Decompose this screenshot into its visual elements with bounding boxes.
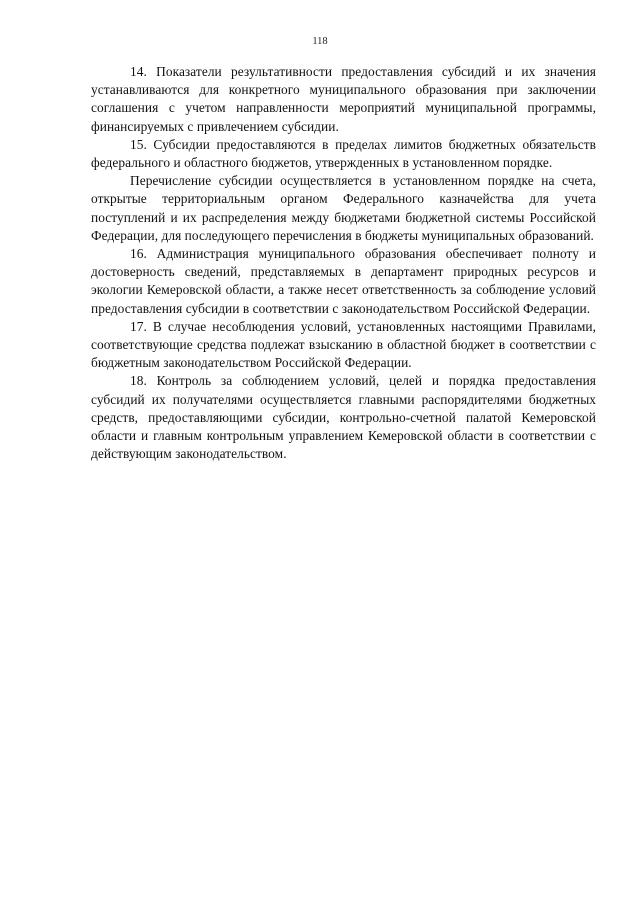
paragraph-17: 17. В случае несоблюдения условий, установленных настоящими Правилами, соответствующие средства подлежат взысканию в областной бюджет в соответствии с бюджетным законодательством Российской Федерации. [91, 318, 596, 371]
paragraph-16: 16. Администрация муниципального образования обеспечивает полноту и достоверность сведений, представляемых в департамент природных ресурсов и экологии Кемеровской области, а также несет ответственность за соблюдение условий предоставления субсидии в соответствии с законодательством Российской Федерации. [91, 246, 596, 316]
paragraph-transfer: Перечисление субсидии осуществляется в установленном порядке на счета, открытые территориальным органом Федерального казначейства для учета поступлений и их распределения между бюджетами бюджетной системы Российской Федерации, для последующего перечисления в бюджеты муниципальных образований. [91, 173, 596, 243]
document-body [91, 63, 596, 463]
paragraph-14: 14. Показатели результативности предоставления субсидий и их значения устанавливаются для конкретного муниципального образования при заключении соглашения с учетом направленности мероприятий муниципальной программы, финансируемых с привлечением субсидии. [91, 64, 596, 134]
paragraph-15: 15. Субсидии предоставляются в пределах лимитов бюджетных обязательств федерального и областного бюджетов, утвержденных в установленном порядке. [91, 136, 596, 171]
page-number: 118 [312, 36, 328, 47]
paragraph-18: 18. Контроль за соблюдением условий, целей и порядка предоставления субсидий их получателями осуществляется главными распорядителями бюджетных средств, предоставляющими субсидии, контрольно-счетной палатой Кемеровской области и главным контрольным управлением Кемеровской области в соответствии с действующим законодательством. [91, 373, 596, 462]
